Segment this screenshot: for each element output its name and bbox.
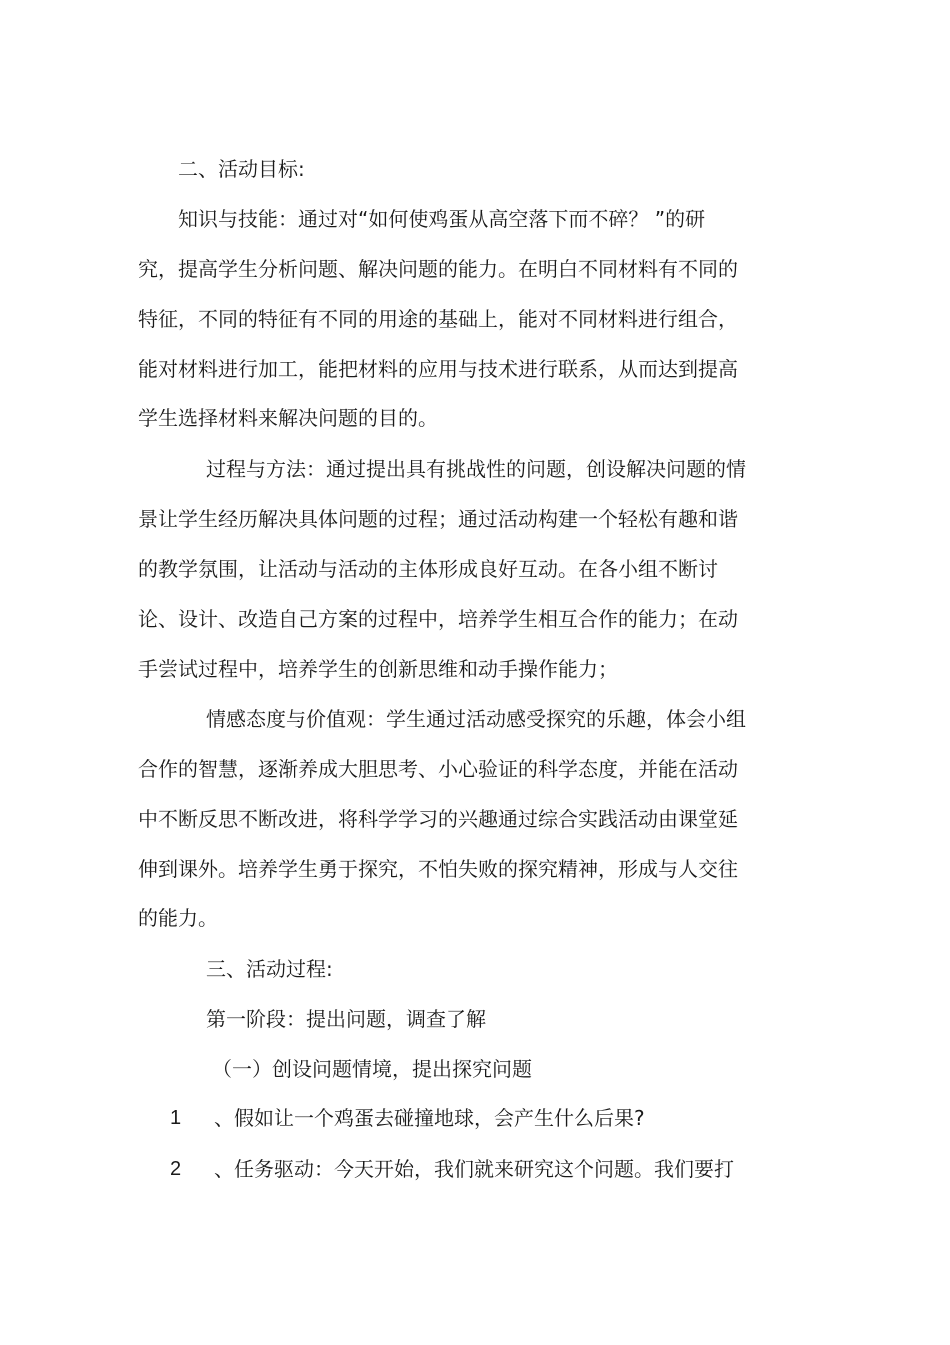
process-line-2: 景让学生经历解决具体问题的过程；通过活动构建一个轻松有趣和谐 [138, 507, 738, 531]
process-line-4: 论、设计、改造自己方案的过程中，培养学生相互合作的能力；在动 [138, 607, 738, 631]
stage1-heading: 第一阶段：提出问题，调查了解 [206, 1007, 486, 1031]
attitude-line-3: 中不断反思不断改进，将科学学习的兴趣通过综合实践活动由课堂延 [138, 807, 738, 831]
item-text: 、假如让一个鸡蛋去碰撞地球，会产生什么后果? [214, 1106, 645, 1130]
attitude-line-2: 合作的智慧，逐渐养成大胆思考、小心验证的科学态度，并能在活动 [138, 757, 738, 781]
attitude-line-5: 的能力。 [138, 906, 218, 930]
process-line-1: 过程与方法：通过提出具有挑战性的问题，创设解决问题的情 [206, 457, 746, 481]
knowledge-line-3: 特征，不同的特征有不同的用途的基础上，能对不同材料进行组合， [138, 307, 738, 331]
process-line-5: 手尝试过程中，培养学生的创新思维和动手操作能力； [138, 657, 618, 681]
process-line-3: 的教学氛围，让活动与活动的主体形成良好互动。在各小组不断讨 [138, 557, 718, 581]
knowledge-line-4: 能对材料进行加工，能把材料的应用与技术进行联系，从而达到提高 [138, 357, 738, 381]
section2-heading: 二、活动目标: [178, 157, 305, 181]
attitude-line-1: 情感态度与价值观：学生通过活动感受探究的乐趣，体会小组 [206, 707, 746, 731]
sub1-heading: （一）创设问题情境，提出探究问题 [212, 1057, 532, 1081]
attitude-line-4: 伸到课外。培养学生勇于探究，不怕失败的探究精神，形成与人交往 [138, 857, 738, 881]
item-number: 2 [170, 1158, 182, 1180]
item-number: 1 [170, 1107, 182, 1129]
knowledge-line-5: 学生选择材料来解决问题的目的。 [138, 406, 438, 430]
knowledge-line-1: 知识与技能：通过对“如何使鸡蛋从高空落下而不碎？ ”的研 [178, 207, 706, 231]
item-text: 、任务驱动：今天开始，我们就来研究这个问题。我们要打 [214, 1157, 734, 1181]
section3-heading: 三、活动过程: [206, 957, 333, 981]
knowledge-line-2: 究，提高学生分析问题、解决问题的能力。在明白不同材料有不同的 [138, 257, 738, 281]
